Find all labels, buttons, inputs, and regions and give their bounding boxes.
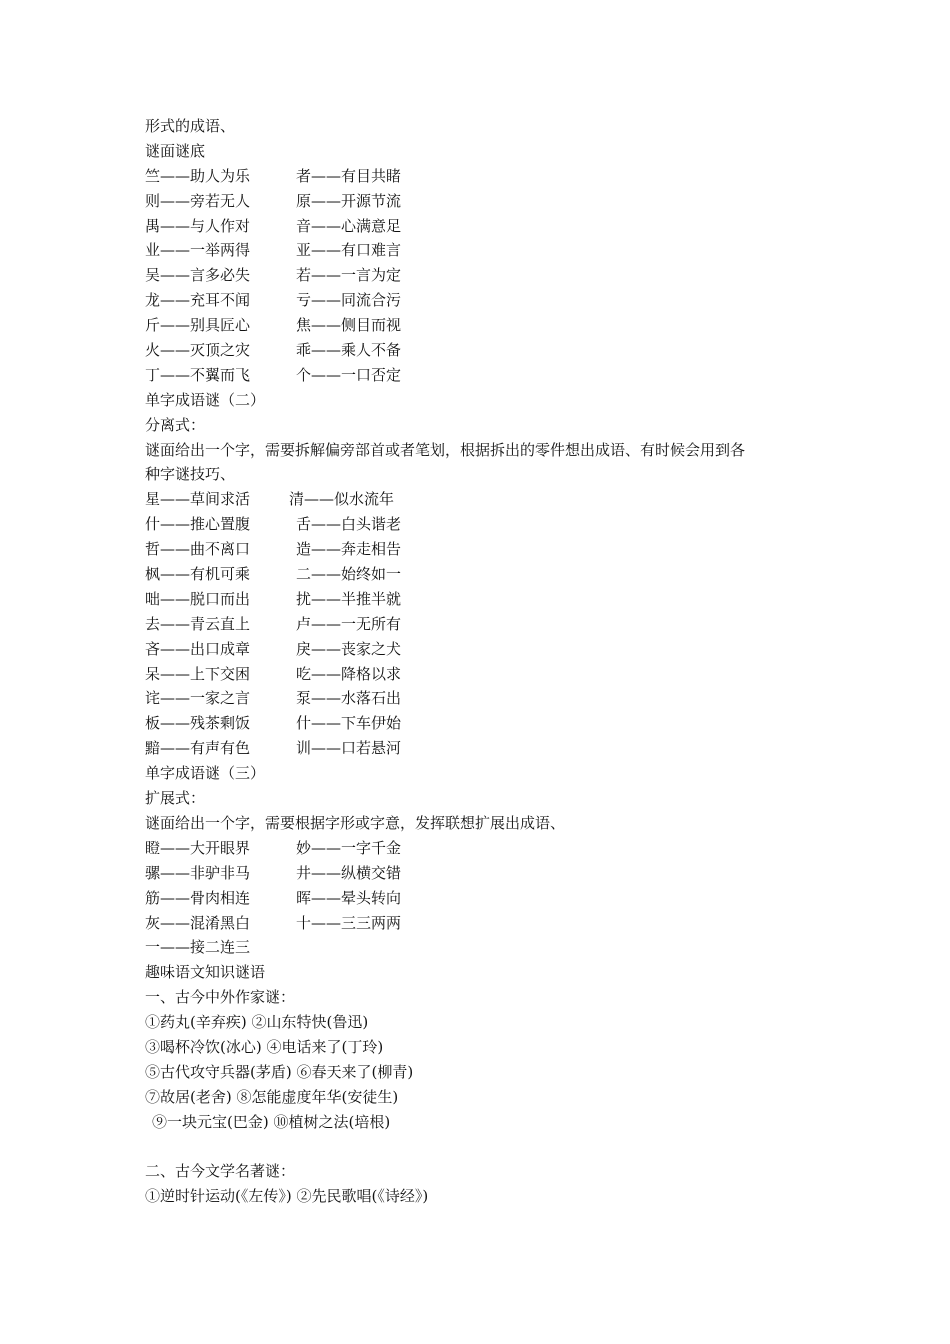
riddle-right: 卢——一无所有 bbox=[296, 614, 402, 633]
riddle-line: ⑤古代攻守兵器(茅盾) ⑥春天来了(柳青) bbox=[145, 1062, 414, 1081]
riddle-left: 禺——与人作对 bbox=[145, 216, 251, 235]
riddle-right: 晖——晕头转向 bbox=[296, 888, 402, 907]
section-description: 谜面给出一个字，需要根据字形或字意，发挥联想扩展出成语、 bbox=[145, 813, 566, 832]
riddle-left: 星——草间求活 bbox=[145, 490, 251, 509]
document-page bbox=[145, 114, 865, 1209]
riddle-right: 井——纵横交错 bbox=[296, 863, 402, 882]
riddle-list-3 bbox=[145, 836, 865, 960]
blank-line bbox=[145, 1135, 865, 1160]
riddle-right: 造——奔走相告 bbox=[296, 540, 402, 559]
section-title: 单字成语谜（二） bbox=[145, 390, 266, 409]
section-title: 趣味语文知识谜语 bbox=[145, 963, 266, 982]
riddle-left: 诧——一家之言 bbox=[145, 689, 251, 708]
section-description: 谜面给出一个字，需要拆解偏旁部首或者笔划，根据拆出的零件想出成语、有时候会用到各 bbox=[145, 440, 746, 459]
riddle-left: 哲——曲不离口 bbox=[145, 540, 251, 559]
riddle-left: 瞪——大开眼界 bbox=[145, 838, 251, 857]
riddle-left: 枫——有机可乘 bbox=[145, 565, 251, 584]
riddle-row bbox=[145, 612, 865, 637]
intro-line: 谜面谜底 bbox=[145, 141, 206, 160]
riddle-right: 若——一言为定 bbox=[296, 266, 402, 285]
riddle-row bbox=[145, 537, 865, 562]
riddle-left: 去——青云直上 bbox=[145, 614, 251, 633]
part-title: 一、古今中外作家谜： bbox=[145, 988, 296, 1007]
riddle-row bbox=[145, 587, 865, 612]
riddle-left: 吝——出口成章 bbox=[145, 639, 251, 658]
riddle-row bbox=[145, 911, 865, 936]
riddle-left: 灰——混淆黑白 bbox=[145, 913, 251, 932]
riddle-row bbox=[145, 861, 865, 886]
riddle-right: 戾——丧家之犬 bbox=[296, 639, 402, 658]
riddle-row bbox=[145, 189, 865, 214]
riddle-line: ⑦故居(老舍) ⑧怎能虚度年华(安徒生) bbox=[145, 1087, 399, 1106]
riddle-row bbox=[145, 562, 865, 587]
riddle-row bbox=[145, 662, 865, 687]
riddle-row bbox=[145, 736, 865, 761]
riddle-left: 火——灭顶之灾 bbox=[145, 341, 251, 360]
riddle-row bbox=[145, 512, 865, 537]
intro-line: 形式的成语、 bbox=[145, 117, 236, 135]
riddle-left: 业——一举两得 bbox=[145, 241, 251, 260]
riddle-left: 什——推心置腹 bbox=[145, 515, 251, 534]
section-subtitle: 扩展式： bbox=[145, 789, 206, 808]
riddle-row bbox=[145, 263, 865, 288]
riddle-row bbox=[145, 164, 865, 189]
riddle-row bbox=[145, 363, 865, 388]
riddle-right: 音——心满意足 bbox=[296, 216, 402, 235]
riddle-row bbox=[145, 238, 865, 263]
riddle-right: 十——三三两两 bbox=[296, 913, 402, 932]
riddle-right: 者——有目共睹 bbox=[296, 166, 402, 185]
riddle-right: 舌——白头谐老 bbox=[296, 515, 402, 534]
riddle-row bbox=[145, 711, 865, 736]
riddle-line: ①药丸(辛弃疾) ②山东特快(鲁迅) bbox=[145, 1013, 369, 1032]
riddle-right: 原——开源节流 bbox=[296, 191, 402, 210]
riddle-left: 斤——别具匠心 bbox=[145, 316, 251, 335]
riddle-list-2 bbox=[145, 487, 865, 761]
riddle-right: 个——一口否定 bbox=[296, 365, 402, 384]
section-subtitle: 分离式： bbox=[145, 415, 206, 434]
riddle-right: 二——始终如一 bbox=[296, 565, 402, 584]
riddle-left: 龙——充耳不闻 bbox=[145, 291, 251, 310]
riddle-left: 筋——骨肉相连 bbox=[145, 888, 251, 907]
riddle-right: 清——似水流年 bbox=[289, 490, 395, 509]
riddle-row bbox=[145, 886, 865, 911]
riddle-right: 泵——水落石出 bbox=[296, 689, 402, 708]
riddle-left: 黯——有声有色 bbox=[145, 739, 251, 758]
riddle-left: 呆——上下交困 bbox=[145, 664, 251, 683]
riddle-row bbox=[145, 338, 865, 363]
riddle-line: ③喝杯冷饮(冰心) ④电话来了(丁玲) bbox=[145, 1037, 384, 1056]
riddle-right: 乖——乘人不备 bbox=[296, 341, 402, 360]
riddle-left: 丁——不翼而飞 bbox=[145, 365, 251, 384]
riddle-left: 咄——脱口而出 bbox=[145, 589, 251, 608]
riddle-right: 扰——半推半就 bbox=[296, 589, 402, 608]
riddle-left: 板——残茶剩饭 bbox=[145, 714, 251, 733]
riddle-row bbox=[145, 686, 865, 711]
section-title: 单字成语谜（三） bbox=[145, 764, 266, 783]
riddle-line: ①逆时针运动(《左传》) ②先民歌唱(《诗经》) bbox=[145, 1187, 429, 1206]
riddle-right: 亏——同流合污 bbox=[296, 291, 402, 310]
riddle-row bbox=[145, 288, 865, 313]
riddle-row bbox=[145, 214, 865, 239]
riddle-left: 竺——助人为乐 bbox=[145, 166, 251, 185]
riddle-list-1 bbox=[145, 164, 865, 388]
section-description: 种字谜技巧、 bbox=[145, 465, 236, 484]
riddle-row bbox=[145, 487, 865, 512]
riddle-right: 亚——有口难言 bbox=[296, 241, 402, 260]
riddle-single: 一——接二连三 bbox=[145, 938, 251, 957]
riddle-left: 吴——言多必失 bbox=[145, 266, 251, 285]
riddle-line: ⑨一块元宝(巴金) ⑩植树之法(培根) bbox=[152, 1112, 391, 1131]
riddle-left: 骡——非驴非马 bbox=[145, 863, 251, 882]
riddle-right: 吃——降格以求 bbox=[296, 664, 402, 683]
riddle-row bbox=[145, 836, 865, 861]
riddle-row bbox=[145, 313, 865, 338]
riddle-row bbox=[145, 637, 865, 662]
riddle-right: 妙——一字千金 bbox=[296, 838, 402, 857]
part-title: 二、古今文学名著谜： bbox=[145, 1162, 296, 1181]
riddle-right: 训——口若悬河 bbox=[296, 739, 402, 758]
riddle-right: 什——下车伊始 bbox=[296, 714, 402, 733]
riddle-right: 焦——侧目而视 bbox=[296, 316, 402, 335]
riddle-left: 则——旁若无人 bbox=[145, 191, 251, 210]
